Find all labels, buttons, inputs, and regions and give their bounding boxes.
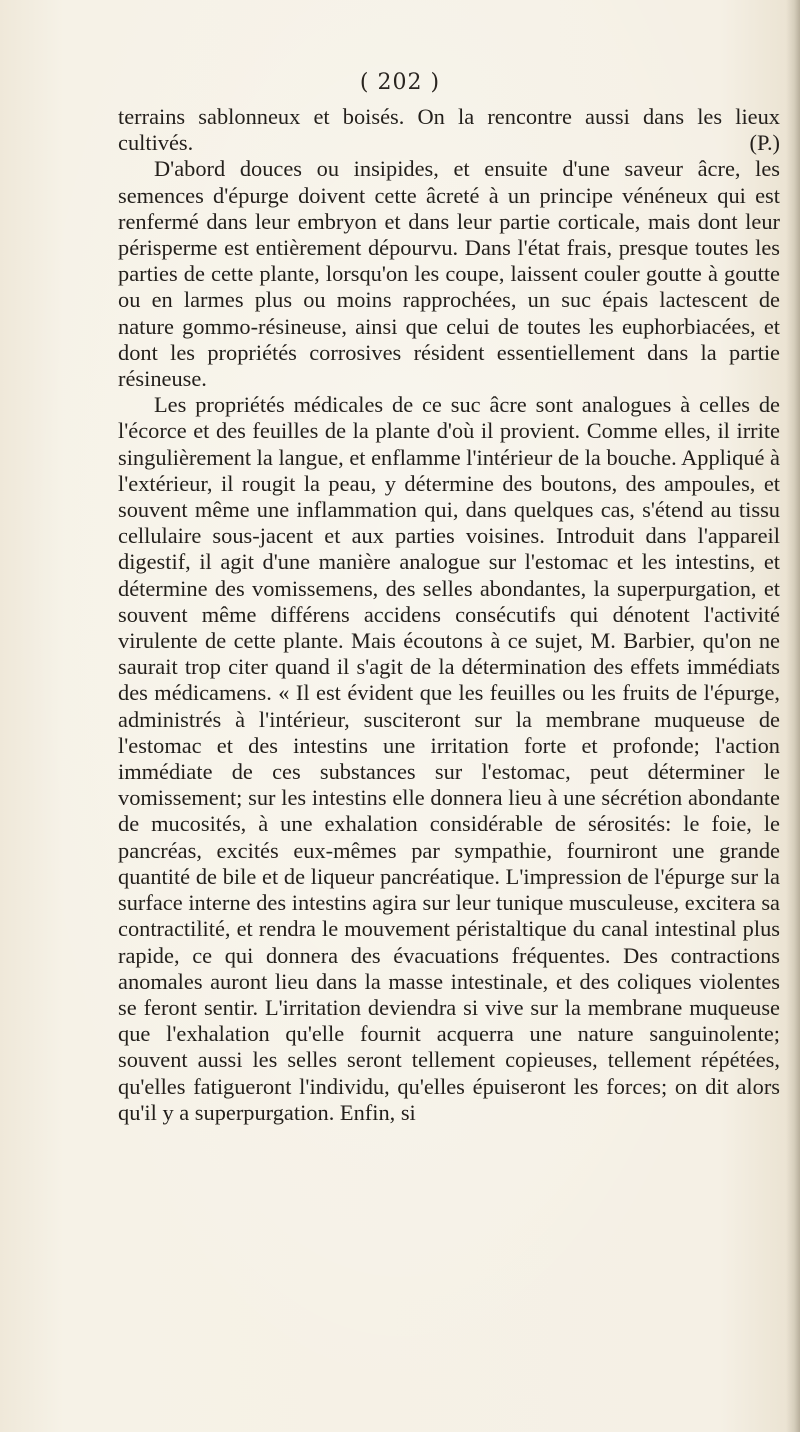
paragraph-3: Les propriétés médicales de ce suc âcre sont analogues à celles de l'écorce et des feuilles de la plante d'où il provient. Comme elles, il irrite singulièrement la langue, et enflamme l'intérieur de la bouche. Appliqué à l'extérieur, il rougit la peau, y détermine des boutons, des ampoules, et souvent même une inflammation qui, dans quelques cas, s'étend au tissu cellulaire sous-jacent et aux parties voisines. Introduit dans l'appareil digestif, il agit d'une manière analogue sur l'estomac et les intestins, et détermine des vomissemens, des selles abondantes, la superpurgation, et souvent même différens accidens consécutifs qui dénotent l'activité virulente de cette plante. Mais écoutons à ce sujet, M. Barbier, qu'on ne saurait trop citer quand il s'agit de la détermination des effets immédiats des médicamens. « Il est évident que les feuilles ou les fruits de l'épurge, administrés à l'intérieur, susciteront sur la membrane muqueuse de l'estomac et des intestins une irritation forte et profonde; l'action immédiate de ces substances sur l'estomac, peut déterminer le vomissement; sur les intestins elle donnera lieu à une sécrétion abondante de mucosités, à une exhalation considérable de sérosités: le foie, le pancréas, excités eux-mêmes par sympathie, fourniront une grande quantité de bile et de liqueur pancréatique. L'impression de l'épurge sur la surface interne des intestins agira sur leur tunique musculeuse, excitera sa contractilité, et rendra le mouvement péristaltique du canal intestinal plus rapide, ce qui donnera des évacuations fréquentes. Des contractions anomales auront lieu dans la masse intestinale, et des coliques violentes se feront sentir. L'irritation deviendra si vive sur la membrane muqueuse que l'exhalation qu'elle fournit acquerra une nature sanguinolente; souvent aussi les selles seront tellement copieuses, tellement répétées, qu'elles fatigueront l'individu, qu'elles épuiseront les forces; on dit alors qu'il y a superpurgation. Enfin, si <box>118 392 780 1125</box>
body-text <box>118 104 780 1126</box>
author-signature: (P.) <box>749 130 780 156</box>
page-edge-shadow <box>786 0 800 1432</box>
paragraph-2: D'abord douces ou insipides, et ensuite d'une saveur âcre, les semences d'épurge doivent cette âcreté à un principe vénéneux qui est renfermé dans leur embryon et dans leur partie corticale, mais dont leur périsperme est entièrement dépourvu. Dans l'état frais, presque toutes les parties de cette plante, lorsqu'on les coupe, laissent couler goutte à goutte ou en larmes plus ou moins rapprochées, un suc épais lactescent de nature gommo-résineuse, ainsi que celui de toutes les euphorbiacées, et dont les propriétés corrosives résident essentiellement dans la partie résineuse. <box>118 156 780 392</box>
page-number-header: ( 202 ) <box>359 70 441 95</box>
paragraph-1-text: terrains sablonneux et boisés. On la rencontre aussi dans les lieux cultivés. <box>118 104 780 156</box>
paragraph-1 <box>118 104 780 156</box>
